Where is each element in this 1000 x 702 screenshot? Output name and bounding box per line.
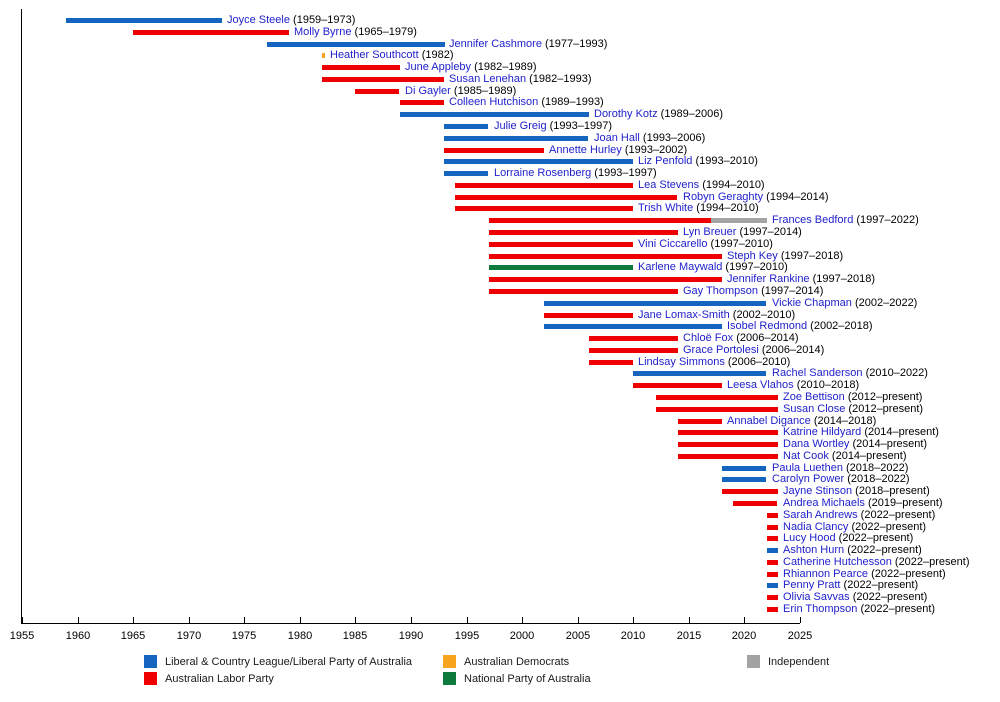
term-bar — [400, 100, 444, 105]
term-bar — [322, 53, 325, 58]
member-name: Erin Thompson — [783, 603, 858, 615]
term-bar — [633, 371, 766, 376]
member-name: Nat Cook — [783, 450, 829, 462]
member-name: Sarah Andrews — [783, 509, 858, 521]
term-bar — [489, 265, 633, 270]
x-axis-tick — [300, 617, 301, 623]
term-bar — [589, 348, 678, 353]
member-name: Leesa Vlahos — [727, 379, 794, 391]
member-term: (2022–present) — [868, 568, 946, 580]
member-name: Susan Close — [783, 403, 846, 415]
term-bar — [322, 65, 400, 70]
member-term: (1997–2018) — [777, 250, 844, 262]
member-name: Rachel Sanderson — [772, 367, 863, 379]
member-term: (2006–2010) — [724, 356, 791, 368]
member-term: (1993–1997) — [591, 167, 657, 179]
x-axis-tick-label: 1975 — [231, 630, 257, 642]
member-term: (2022–present) — [891, 556, 970, 568]
member-name: Ashton Hurn — [783, 544, 845, 556]
x-axis-tick — [78, 617, 79, 623]
member-row-label — [449, 96, 604, 109]
legend-label-independent: Independent — [768, 656, 830, 668]
member-term: (2014–2018) — [810, 415, 877, 427]
member-row-label — [494, 167, 657, 180]
term-bar — [767, 607, 778, 612]
x-axis-tick — [411, 617, 412, 623]
member-term: (2022–present) — [857, 509, 936, 521]
member-name: Robyn Geraghty — [683, 191, 764, 203]
member-term: (2002–2018) — [807, 320, 873, 332]
member-term: (2022–present) — [848, 521, 927, 533]
term-bar — [544, 324, 722, 329]
member-name: Annabel Digance — [727, 415, 811, 427]
member-term: (1982) — [418, 49, 454, 61]
x-axis-tick — [244, 617, 245, 623]
member-term: (1982–1993) — [526, 73, 592, 85]
x-axis-tick-label: 1990 — [398, 630, 424, 642]
legend-swatch-democrats — [443, 655, 456, 668]
member-term: (2006–2014) — [733, 332, 799, 344]
member-name: Susan Lenehan — [449, 73, 527, 85]
term-bar — [455, 206, 633, 211]
x-axis-tick-label: 1955 — [9, 630, 35, 642]
term-bar — [444, 171, 488, 176]
term-bar — [489, 242, 633, 247]
member-term: (2012–present) — [845, 403, 924, 415]
member-term: (1965–1979) — [351, 26, 417, 38]
member-name: Andrea Michaels — [783, 497, 865, 509]
term-bar — [767, 595, 778, 600]
legend-label-national: National Party of Australia — [464, 673, 591, 685]
legend-label-labor: Australian Labor Party — [165, 673, 274, 685]
member-row-label — [783, 603, 935, 616]
member-name: Paula Luethen — [772, 462, 843, 474]
x-axis-tick — [467, 617, 468, 623]
member-name: Grace Portolesi — [683, 344, 759, 356]
member-name: Joan Hall — [594, 132, 640, 144]
member-name: Jayne Stinson — [783, 485, 853, 497]
term-bar — [767, 583, 778, 588]
x-axis-tick-label: 2000 — [509, 630, 535, 642]
member-row-label — [449, 38, 607, 51]
member-term: (1989–1993) — [538, 96, 604, 108]
member-name: Lea Stevens — [638, 179, 700, 191]
member-name: Colleen Hutchison — [449, 96, 539, 108]
member-name: Olivia Savvas — [783, 591, 850, 603]
member-term: (1997–2014) — [736, 226, 802, 238]
member-name: Annette Hurley — [549, 144, 622, 156]
member-term: (2022–present) — [840, 579, 919, 591]
member-name: Vickie Chapman — [772, 297, 852, 309]
member-name: Carolyn Power — [772, 473, 845, 485]
member-term: (2022–present) — [835, 532, 914, 544]
member-term: (1989–2006) — [657, 108, 724, 120]
x-axis-tick-label: 1965 — [120, 630, 146, 642]
term-bar — [678, 430, 778, 435]
term-bar — [633, 383, 722, 388]
term-bar — [656, 407, 778, 412]
member-name: Nadia Clancy — [783, 521, 849, 533]
legend-swatch-national — [443, 672, 456, 685]
term-bar — [767, 572, 778, 577]
member-name: Lucy Hood — [783, 532, 836, 544]
member-name: Karlene Maywald — [638, 261, 723, 273]
legend-swatch-labor — [144, 672, 157, 685]
term-bar — [489, 218, 711, 223]
member-row-label — [294, 26, 417, 39]
member-name: Joyce Steele — [227, 14, 290, 26]
member-term: (1994–2010) — [699, 179, 765, 191]
member-term: (1994–2014) — [763, 191, 829, 203]
term-bar — [489, 289, 678, 294]
member-term: (2019–present) — [864, 497, 943, 509]
member-term: (1982–1989) — [471, 61, 537, 73]
term-bar — [767, 525, 778, 530]
term-bar — [322, 77, 444, 82]
member-name: Steph Key — [727, 250, 778, 262]
x-axis-tick — [689, 617, 690, 623]
x-axis-tick-label: 2020 — [731, 630, 757, 642]
x-axis-tick-label: 1980 — [287, 630, 313, 642]
member-name: Jane Lomax-Smith — [638, 309, 730, 321]
term-bar — [267, 42, 445, 47]
member-name: Rhiannon Pearce — [783, 568, 869, 580]
x-axis-tick-label: 2010 — [620, 630, 646, 642]
legend-label-democrats: Australian Democrats — [464, 656, 570, 668]
term-bar — [656, 395, 778, 400]
member-term: (2014–present) — [861, 426, 939, 438]
member-term: (2022–present) — [857, 603, 936, 615]
member-term: (1994–2010) — [693, 202, 759, 214]
member-term: (1997–2018) — [809, 273, 876, 285]
member-name: Trish White — [638, 202, 694, 214]
member-term: (2010–2022) — [862, 367, 928, 379]
x-axis-tick — [189, 617, 190, 623]
member-name: Dana Wortley — [783, 438, 850, 450]
term-bar — [589, 360, 633, 365]
term-bar — [678, 454, 778, 459]
term-bar — [444, 148, 544, 153]
member-name: Catherine Hutchesson — [783, 556, 892, 568]
member-name: June Appleby — [405, 61, 472, 73]
term-bar — [489, 277, 722, 282]
member-name: Jennifer Rankine — [727, 273, 810, 285]
term-bar — [66, 18, 222, 23]
member-term: (2012–present) — [844, 391, 923, 403]
member-term: (1985–1989) — [450, 85, 517, 97]
term-bar — [722, 477, 766, 482]
term-bar — [678, 442, 778, 447]
x-axis-tick-label: 1985 — [342, 630, 368, 642]
term-bar — [489, 230, 678, 235]
term-bar — [133, 30, 289, 35]
member-name: Lorraine Rosenberg — [494, 167, 592, 179]
term-bar — [455, 183, 633, 188]
term-bar — [589, 336, 678, 341]
member-name: Gay Thompson — [683, 285, 759, 297]
member-name: Jennifer Cashmore — [449, 38, 542, 50]
member-term: (1997–2022) — [853, 214, 919, 226]
term-bar — [544, 301, 766, 306]
x-axis-tick-label: 2015 — [676, 630, 702, 642]
x-axis-tick-label: 1970 — [176, 630, 202, 642]
x-axis-tick — [633, 617, 634, 623]
legend-swatch-liberal — [144, 655, 157, 668]
member-name: Liz Penfold — [638, 155, 693, 167]
legend-label-liberal: Liberal & Country League/Liberal Party of Australia — [165, 656, 413, 668]
member-term: (2018–2022) — [842, 462, 909, 474]
x-axis-tick — [578, 617, 579, 623]
x-axis-tick-label: 2005 — [565, 630, 591, 642]
member-term: (1959–1973) — [289, 14, 356, 26]
member-term: (2014–present) — [849, 438, 928, 450]
member-name: Molly Byrne — [294, 26, 352, 38]
term-bar — [444, 124, 488, 129]
member-name: Zoe Bettison — [783, 391, 845, 403]
term-bar — [355, 89, 399, 94]
member-row-label — [638, 356, 790, 369]
member-term: (1993–2006) — [639, 132, 706, 144]
term-bar — [767, 513, 778, 518]
member-name: Katrine Hildyard — [783, 426, 862, 438]
x-axis-tick — [800, 617, 801, 623]
term-bar — [444, 136, 588, 141]
x-axis-tick-label: 1960 — [65, 630, 91, 642]
term-bar — [711, 218, 767, 223]
term-bar — [767, 548, 778, 553]
x-axis-tick-label: 2025 — [787, 630, 813, 642]
term-bar — [678, 419, 722, 424]
member-term: (2006–2014) — [758, 344, 825, 356]
member-term: (1997–2010) — [707, 238, 773, 250]
x-axis-tick-label: 1995 — [454, 630, 480, 642]
y-axis — [21, 9, 22, 623]
member-name: Heather Southcott — [330, 49, 419, 61]
term-bar — [455, 195, 677, 200]
x-axis — [21, 623, 800, 624]
member-name: Vini Ciccarello — [638, 238, 708, 250]
member-term: (2022–present) — [849, 591, 928, 603]
member-term: (2002–2022) — [851, 297, 918, 309]
member-name: Lyn Breuer — [683, 226, 737, 238]
term-bar — [444, 159, 633, 164]
member-term: (2010–2018) — [793, 379, 860, 391]
term-bar — [489, 254, 722, 259]
member-name: Chloë Fox — [683, 332, 734, 344]
member-name: Julie Greig — [494, 120, 547, 132]
legend-swatch-independent — [747, 655, 760, 668]
member-term: (2014–present) — [828, 450, 907, 462]
member-name: Penny Pratt — [783, 579, 841, 591]
member-term: (1997–2010) — [722, 261, 788, 273]
x-axis-tick — [355, 617, 356, 623]
x-axis-tick — [744, 617, 745, 623]
term-bar — [544, 313, 633, 318]
term-bar — [733, 501, 777, 506]
member-row-label — [594, 108, 723, 121]
member-name: Isobel Redmond — [727, 320, 808, 332]
member-name: Lindsay Simmons — [638, 356, 725, 368]
member-row-label — [638, 202, 759, 215]
member-term: (1977–1993) — [541, 38, 608, 50]
member-term: (2018–present) — [852, 485, 930, 497]
x-axis-tick — [22, 617, 23, 623]
member-name: Frances Bedford — [772, 214, 854, 226]
member-name: Di Gayler — [405, 85, 451, 97]
term-bar — [767, 536, 778, 541]
member-term: (1997–2014) — [758, 285, 824, 297]
member-term: (2002–2010) — [729, 309, 796, 321]
x-axis-tick — [133, 617, 134, 623]
member-term: (1993–2002) — [621, 144, 688, 156]
member-name: Dorothy Kotz — [594, 108, 658, 120]
member-term: (1993–1997) — [546, 120, 613, 132]
term-bar — [767, 560, 778, 565]
term-bar — [400, 112, 589, 117]
term-bar — [722, 466, 766, 471]
x-axis-tick — [522, 617, 523, 623]
term-bar — [722, 489, 778, 494]
member-term: (1993–2010) — [692, 155, 758, 167]
member-term: (2018–2022) — [844, 473, 910, 485]
member-term: (2022–present) — [844, 544, 922, 556]
